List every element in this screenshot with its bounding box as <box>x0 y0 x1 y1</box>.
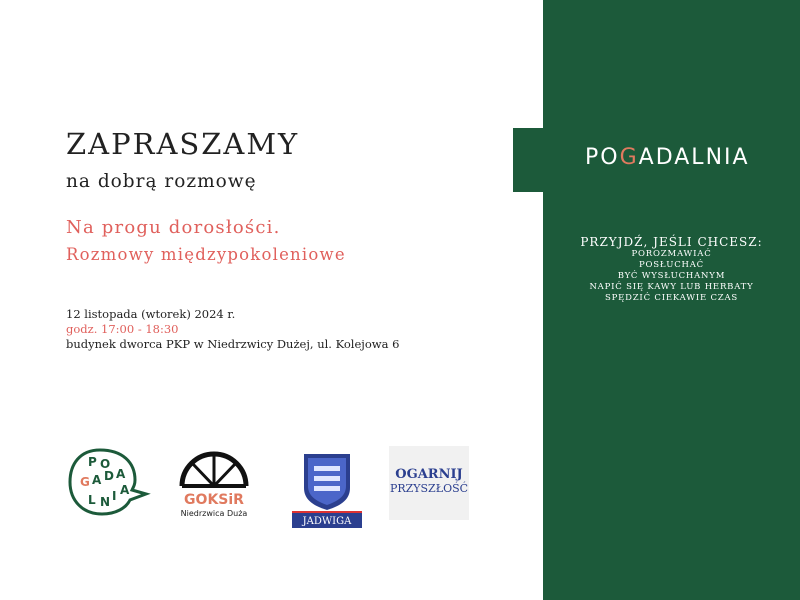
logo-letter: A <box>92 473 102 487</box>
jadwiga-logo <box>292 450 362 530</box>
logo-letter: O <box>100 457 111 471</box>
topic-subtitle: Rozmowy międzypokoleniowe <box>66 245 346 264</box>
invite-item: POROZMAWIAĆ <box>631 249 712 259</box>
pogadalnia-logo <box>66 446 152 518</box>
event-place: budynek dworca PKP w Niedrzwicy Dużej, ul. Kolejowa 6 <box>66 337 400 351</box>
ogarnij-line2: PRZYSZŁOŚĆ <box>389 482 469 495</box>
page-subtitle: na dobrą rozmowę <box>66 171 257 192</box>
invite-item: POSŁUCHAĆ <box>639 260 704 270</box>
window-arch-icon <box>174 450 254 520</box>
topic-title: Na progu dorosłości. <box>66 217 281 238</box>
logo-letter: A <box>116 467 126 481</box>
logo-letter: N <box>100 495 111 509</box>
event-details <box>66 307 399 352</box>
ogarnij-logo <box>389 446 469 520</box>
invite-title: PRZYJDŹ, JEŚLI CHCESZ: <box>580 235 763 249</box>
page-title: ZAPRASZAMY <box>66 127 300 161</box>
logo-letter: D <box>104 469 114 483</box>
jadwiga-name: JADWIGA <box>302 516 352 527</box>
logo-letter: G <box>80 475 90 489</box>
shield-icon <box>292 450 362 530</box>
brand-name: POGADALNIA <box>585 145 750 170</box>
speech-bubble-icon <box>66 446 152 518</box>
invite-item: SPĘDZIĆ CIEKAWIE CZAS <box>604 293 739 303</box>
event-time: godz. 17:00 - 18:30 <box>66 322 179 336</box>
event-date: 12 listopada (wtorek) 2024 r. <box>66 307 236 321</box>
goksir-name: GOKSiR <box>184 492 244 508</box>
logo-letter: L <box>88 493 96 507</box>
ogarnij-line1: OGARNIJ <box>395 467 463 482</box>
invite-item: BYĆ WYSŁUCHANYM <box>617 271 726 281</box>
logo-letter: A <box>120 483 130 497</box>
logo-letter: P <box>88 455 97 469</box>
goksir-place: Niedrzwica Duża <box>180 509 248 518</box>
goksir-logo <box>174 450 254 520</box>
invite-box <box>543 235 800 304</box>
invite-item: NAPIĆ SIĘ KAWY LUB HERBATY <box>589 282 754 292</box>
logo-letter: I <box>112 489 117 503</box>
